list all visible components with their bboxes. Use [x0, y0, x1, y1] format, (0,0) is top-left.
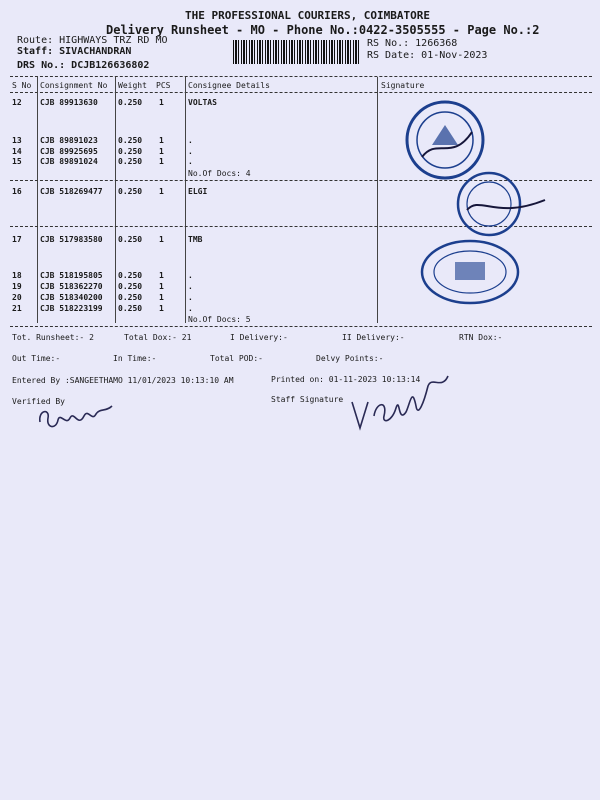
total-dox: Total Dox:- 21 [124, 333, 192, 342]
divider [10, 326, 592, 327]
runsheet-title: Delivery Runsheet - MO - Phone No.:0422-3505555 - Page No.:2 [106, 23, 540, 37]
col-consignee: Consignee Details [188, 81, 270, 90]
out-time: Out Time:- [12, 354, 61, 363]
barcode [233, 40, 359, 64]
tmb-stamp [418, 238, 522, 306]
drs-number: DRS No.: DCJB126636802 [17, 60, 150, 71]
divider [10, 92, 592, 93]
delvy-points: Delvy Points:- [316, 354, 384, 363]
col-signature: Signature [381, 81, 425, 90]
rtn-dox: RTN Dox:- [459, 333, 503, 342]
column-separator [185, 77, 186, 323]
staff-signature [348, 372, 452, 434]
rs-date: RS Date: 01-Nov-2023 [367, 50, 488, 61]
company-name: THE PROFESSIONAL COURIERS, COIMBATORE [185, 9, 431, 22]
col-sno: S No [12, 81, 32, 90]
staff-label: Staff: SIVACHANDRAN [17, 46, 132, 57]
verifier-signature [36, 400, 116, 436]
docs-count: No.Of Docs: 5 [188, 315, 251, 324]
elgi-stamp [455, 170, 523, 238]
entered-by: Entered By :SANGEETHAMO 11/01/2023 10:13:10 AM [12, 376, 234, 385]
col-pcs: PCS [156, 81, 171, 90]
total-pod: Total POD:- [210, 354, 263, 363]
col-consignment: Consignment No [40, 81, 108, 90]
verified-by: Verified By [12, 397, 65, 406]
column-separator [115, 77, 116, 323]
total-runsheet: Tot. Runsheet:- 2 [12, 333, 94, 342]
rs-number: RS No.: 1266368 [367, 38, 458, 49]
printed-on: Printed on: 01-11-2023 10:13:14 [271, 375, 421, 384]
col-weight: Weight [118, 81, 147, 90]
ii-delivery: II Delivery:- [342, 333, 405, 342]
divider [10, 76, 592, 77]
column-separator [37, 77, 38, 323]
staff-signature-label: Staff Signature [271, 395, 344, 404]
column-separator [377, 77, 378, 323]
route-label: Route: HIGHWAYS TRZ RD MO [17, 35, 168, 46]
docs-count: No.Of Docs: 4 [188, 169, 251, 178]
in-time: In Time:- [113, 354, 157, 363]
i-delivery: I Delivery:- [230, 333, 288, 342]
